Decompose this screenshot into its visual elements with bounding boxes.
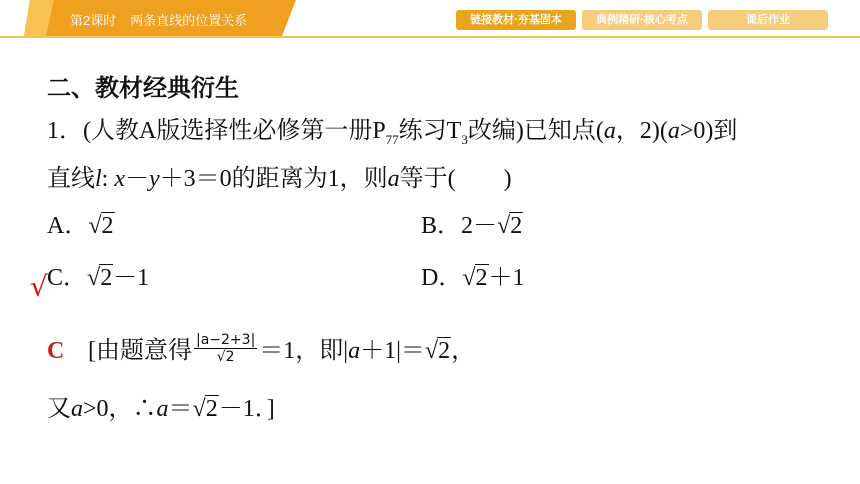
line2-colon: :: [101, 166, 115, 192]
solution-mid: ＋1|＝: [360, 338, 425, 365]
line2-var-a: a: [387, 166, 400, 192]
stem-var-a: a: [603, 118, 616, 144]
option-a-radicand: 2: [101, 213, 114, 239]
nav-button-basics[interactable]: 链接教材·夯基固本: [456, 10, 576, 30]
option-a-sqrt: √2: [88, 213, 114, 239]
lesson-label: 第2课时: [70, 13, 117, 28]
top-bar: [0, 0, 860, 38]
fraction-denominator: √2: [216, 349, 235, 365]
solution-radicand: 2: [438, 338, 451, 365]
line2-part-2: ＋3＝0的距离为1，则: [159, 166, 388, 192]
nav-button-core-examples[interactable]: 典例精研·核心考点: [582, 10, 702, 30]
stem-part-3: >0)到: [679, 118, 738, 144]
option-a[interactable]: [47, 211, 115, 241]
option-d-tail: ＋1: [488, 265, 525, 291]
option-b-pre: 2－: [461, 213, 498, 239]
solution2-var-a: a: [71, 396, 83, 422]
option-b[interactable]: [421, 211, 523, 241]
question-number: 1．: [47, 118, 83, 144]
solution2-mid: >0，∴: [83, 396, 157, 422]
solution2-end: －1．]: [218, 396, 275, 422]
line2-part-1: 直线: [47, 166, 95, 192]
question-source-mid: 练习T: [398, 118, 462, 144]
stem-var-a-2: a: [667, 118, 680, 144]
lesson-tab: [24, 0, 296, 36]
question-source-page: 77: [385, 132, 399, 147]
solution2-var-a-2: a: [156, 396, 169, 422]
option-b-sqrt: √2: [497, 213, 523, 239]
option-c-radicand: 2: [100, 265, 113, 291]
solution-end: ，: [451, 338, 476, 365]
option-c-label: C．: [47, 265, 88, 291]
stem-part-1: 已知点(: [523, 118, 604, 144]
line2-minus: －: [125, 166, 149, 192]
answer-letter: C: [47, 338, 65, 364]
line2-var-x: x: [114, 166, 125, 192]
option-a-label: A．: [47, 213, 89, 239]
solution2-eq: ＝: [168, 396, 193, 422]
question-source-suffix: 改编): [467, 118, 524, 144]
option-d[interactable]: [421, 263, 525, 293]
fraction-numerator: |a−2+3|: [196, 332, 256, 348]
solution-var-a: a: [348, 338, 361, 365]
option-b-label: B．: [421, 213, 462, 239]
stem-part-2: ，2)(: [615, 118, 668, 144]
solution-line-2: [47, 394, 275, 424]
solution-open: [由题意得: [88, 338, 192, 365]
solution-fraction: [194, 332, 257, 365]
solution2-sqrt: √2: [192, 396, 218, 422]
option-d-label: D．: [421, 265, 463, 291]
solution-line-1: [88, 332, 476, 369]
option-b-radicand: 2: [510, 213, 523, 239]
option-c[interactable]: [47, 263, 149, 293]
lesson-title: [70, 10, 247, 29]
solution-sqrt: √2: [424, 338, 451, 365]
correct-check-mark: √: [30, 270, 48, 303]
question-line-2: [47, 164, 512, 194]
header-divider: [0, 36, 860, 38]
question-source-t: 3: [461, 132, 468, 147]
section-heading: 二、教材经典衍生: [47, 74, 239, 102]
question-line-1: [47, 116, 737, 155]
nav-button-homework[interactable]: 课后作业: [708, 10, 828, 30]
fraction-den-radicand: 2: [225, 349, 235, 365]
option-c-sqrt: √2: [87, 265, 113, 291]
option-d-radicand: 2: [475, 265, 488, 291]
option-c-tail: －1: [113, 265, 150, 291]
solution2-prefix: 又: [47, 396, 71, 422]
line2-var-l: l: [95, 166, 102, 192]
line2-var-y: y: [149, 166, 160, 192]
line2-part-3: 等于( ): [399, 166, 512, 192]
solution2-radicand: 2: [205, 396, 218, 422]
option-d-sqrt: √2: [462, 265, 488, 291]
lesson-topic: 两条直线的位置关系: [130, 13, 248, 28]
question-source-prefix: (人教A版选择性必修第一册P: [83, 118, 386, 144]
solution-eq: ＝1，即|: [259, 338, 349, 365]
